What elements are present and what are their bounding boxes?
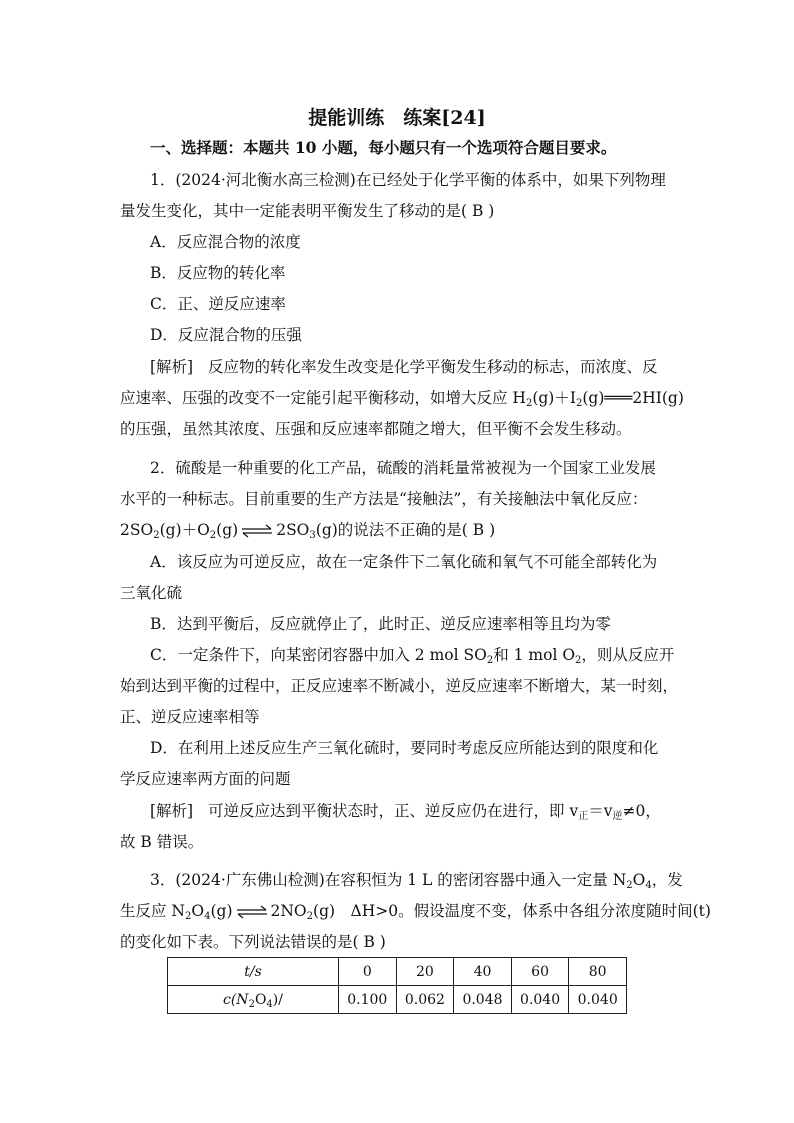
subscript: 4 <box>645 880 652 891</box>
table-header-cell: t/s <box>168 958 339 986</box>
q1-stem-line-2: 量发生变化，其中一定能表明平衡发生了移动的是( B ) <box>120 202 495 220</box>
q3-stem-line-2 <box>120 901 711 921</box>
table-cell: 0.048 <box>454 986 512 1014</box>
subscript: 2 <box>153 530 160 541</box>
subscript: 3 <box>309 530 316 541</box>
text: )/ <box>272 991 283 1008</box>
text: (g)＋I <box>532 389 576 407</box>
text: 2SO <box>276 521 310 539</box>
text: 3．(2024·广东佛山检测)在容积恒为 1 L 的密闭容器中通入一定量 N <box>150 871 627 889</box>
subscript: 4 <box>204 911 211 922</box>
subscript: 2 <box>248 998 255 1010</box>
table-cell: 0.040 <box>569 986 627 1014</box>
q1-option-a: A．反应混合物的浓度 <box>150 233 301 251</box>
equilibrium-arrow-icon <box>240 524 274 538</box>
table-cell: 0 <box>339 958 397 986</box>
equilibrium-arrow-icon <box>235 905 269 919</box>
text: ＝v <box>588 802 613 820</box>
text: 2SO <box>120 521 154 539</box>
q2-option-c-line-3: 正、逆反应速率相等 <box>120 708 260 726</box>
table-cell: 0.062 <box>396 986 454 1014</box>
table-row <box>168 986 627 1014</box>
text: O <box>632 871 646 889</box>
text: (g)═══2HI(g) <box>582 389 684 407</box>
text: 可逆反应达到平衡状态时，正、逆反应仍在进行，即 v <box>208 802 579 820</box>
q3-stem-line-1 <box>150 870 683 890</box>
subscript: 2 <box>486 655 494 666</box>
explanation-text: 反应物的转化率发生改变是化学平衡发生移动的标志，而浓度、反 <box>208 358 658 376</box>
subscript: 2 <box>209 530 217 541</box>
text: 应速率、压强的改变不一定能引起平衡移动，如增大反应 H <box>120 389 526 407</box>
page-title: 提能训练 练案[24] <box>308 107 486 129</box>
text: c(N <box>223 991 249 1008</box>
subscript: 4 <box>266 998 273 1010</box>
q2-option-b: B．达到平衡后，反应就停止了，此时正、逆反应速率相等且均为零 <box>150 615 611 633</box>
explanation-label: [解析] <box>150 358 194 376</box>
q1-explanation-line-2 <box>120 388 684 408</box>
table-cell: 80 <box>569 958 627 986</box>
section-heading: 一、选择题：本题共 10 小题，每小题只有一个选项符合题目要求。 <box>150 138 617 157</box>
q2-stem-line-1: 2．硫酸是一种重要的化工产品，硫酸的消耗量常被视为一个国家工业发展 <box>150 459 656 477</box>
text: ，发 <box>651 871 683 889</box>
q2-option-a-line-1: A．该反应为可逆反应，故在一定条件下二氧化硫和氧气不可能全部转化为 <box>150 553 658 571</box>
subscript: 2 <box>525 398 533 409</box>
q1-explanation-line-3: 的压强，虽然其浓度、压强和反应速率都随之增大，但平衡不会发生移动。 <box>120 420 632 438</box>
text: O <box>254 991 267 1008</box>
text: C．一定条件下，向某密闭容器中加入 2 mol SO <box>150 646 487 664</box>
text: (g) <box>210 902 233 920</box>
subscript: 2 <box>306 911 314 922</box>
text: 和 1 mol O <box>493 646 576 664</box>
subscript: 2 <box>626 880 633 891</box>
text: O <box>191 902 205 920</box>
q1-stem-line-1: 1．(2024·河北衡水高三检测)在已经处于化学平衡的体系中，如果下列物理 <box>150 171 666 189</box>
subscript: 正 <box>578 811 589 822</box>
q2-explanation-line-2: 故 B 错误。 <box>120 833 204 851</box>
text: ，则从反应开 <box>581 646 675 664</box>
explanation-label: [解析] <box>150 802 194 820</box>
q3-stem-line-3: 的变化如下表。下列说法错误的是( B ) <box>120 933 386 951</box>
q1-option-c: C．正、逆反应速率 <box>150 295 286 313</box>
subscript: 2 <box>185 911 192 922</box>
table-cell: 0.100 <box>339 986 397 1014</box>
q1-explanation-line-1 <box>150 357 658 377</box>
concentration-table <box>167 957 627 1014</box>
q1-option-b: B．反应物的转化率 <box>150 264 286 282</box>
table-row <box>168 958 627 986</box>
text: ≠0， <box>622 802 661 820</box>
q2-option-d-line-1: D．在利用上述反应生产三氧化硫时，要同时考虑反应所能达到的限度和化 <box>150 739 659 757</box>
text: (g)的说法不正确的是( B ) <box>315 521 496 539</box>
q2-stem-line-3 <box>120 520 495 540</box>
text: (g) ΔH>0。假设温度不变，体系中各组分浓度随时间(t) <box>313 902 711 920</box>
q2-option-c-line-2: 始到达到平衡的过程中，正反应速率不断减小，逆反应速率不断增大，某一时刻， <box>120 677 679 695</box>
table-cell: 0.040 <box>511 986 569 1014</box>
table-header-cell <box>168 986 339 1014</box>
text: (g)＋O <box>159 521 210 539</box>
subscript: 2 <box>575 398 583 409</box>
table-cell: 40 <box>454 958 512 986</box>
subscript: 逆 <box>612 811 623 822</box>
q2-option-a-line-2: 三氧化硫 <box>120 584 183 602</box>
q1-option-d: D．反应混合物的压强 <box>150 326 302 344</box>
q2-explanation-line-1 <box>150 801 661 821</box>
q2-option-c-line-1 <box>150 645 674 665</box>
table-cell: 60 <box>511 958 569 986</box>
q2-stem-line-2: 水平的一种标志。目前重要的生产方法是“接触法”，有关接触法中氧化反应： <box>120 490 648 508</box>
text: 2NO <box>270 902 307 920</box>
table-cell: 20 <box>396 958 454 986</box>
text: 生反应 N <box>120 902 185 920</box>
q2-option-d-line-2: 学反应速率两方面的问题 <box>120 770 291 788</box>
text: (g) <box>216 521 239 539</box>
subscript: 2 <box>575 655 582 666</box>
